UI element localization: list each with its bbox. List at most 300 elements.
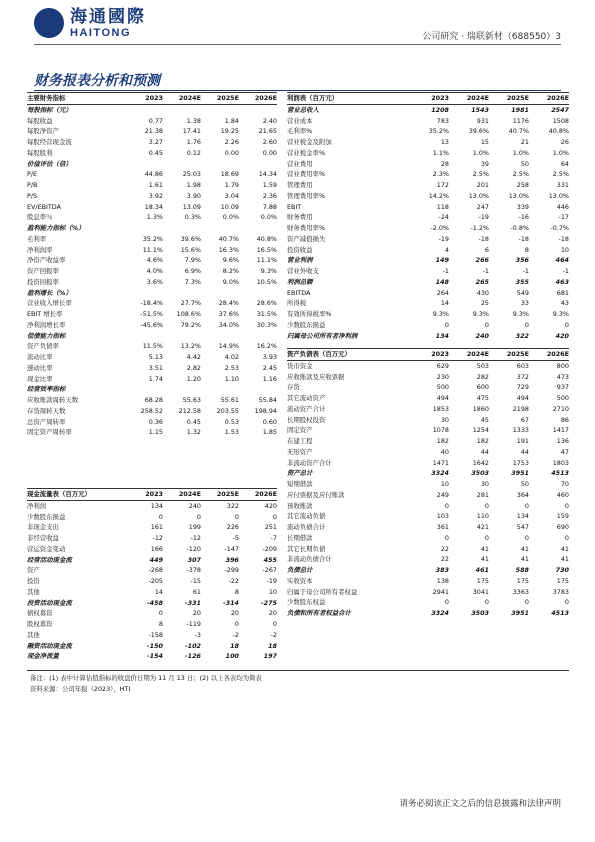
row-value: 800 bbox=[556, 361, 569, 370]
row-value: 2.5% bbox=[512, 170, 529, 179]
table-row bbox=[287, 309, 569, 320]
row-value: 264 bbox=[436, 288, 449, 297]
row-label: 营业利润 bbox=[287, 256, 313, 265]
row-value: 455 bbox=[263, 555, 277, 564]
row-value: 9.0% bbox=[222, 277, 239, 286]
row-value: 110 bbox=[476, 512, 489, 521]
table-row bbox=[27, 512, 277, 523]
row-value: 0 bbox=[444, 598, 449, 607]
row-value: 1860 bbox=[472, 404, 489, 413]
row-value: 16.2% bbox=[256, 342, 277, 351]
row-label: 非流动资产合计 bbox=[287, 458, 332, 467]
row-value: 39 bbox=[480, 159, 489, 168]
row-value: 3.27 bbox=[148, 138, 163, 146]
row-value: 13 bbox=[440, 138, 449, 146]
row-label: 负债和所有者权益合计 bbox=[287, 609, 351, 617]
row-value bbox=[201, 223, 239, 234]
row-value: 355 bbox=[515, 277, 529, 286]
row-label: 存货周转天数 bbox=[27, 406, 66, 415]
row-value: -12 bbox=[152, 534, 163, 542]
row-value: 161 bbox=[150, 523, 163, 532]
row-value: 8 bbox=[524, 245, 529, 254]
row-label: 每股指标（元） bbox=[27, 105, 72, 114]
table-row bbox=[27, 395, 277, 406]
row-value: 3951 bbox=[511, 469, 529, 478]
row-label: 应付票据及应付账款 bbox=[287, 490, 345, 499]
row-value: 70 bbox=[560, 480, 569, 488]
row-value: 494 bbox=[436, 394, 449, 402]
row-label: 其它流动负债 bbox=[287, 512, 326, 521]
row-value: 2.60 bbox=[262, 138, 277, 146]
row-label: 财务费用 bbox=[287, 213, 313, 222]
row-value: 1254 bbox=[472, 426, 489, 435]
row-label: 流动资产合计 bbox=[287, 404, 326, 413]
row-value: 50 bbox=[520, 159, 529, 168]
row-label: 盈利增长（%） bbox=[27, 288, 72, 297]
income-statement-table bbox=[287, 92, 569, 341]
row-value: 9.6% bbox=[222, 256, 239, 265]
table-row bbox=[287, 191, 569, 202]
row-value: 249 bbox=[436, 490, 449, 499]
row-value: 100 bbox=[225, 652, 239, 661]
row-value: 7.9% bbox=[184, 256, 201, 265]
row-label: 营业税金率% bbox=[287, 148, 326, 157]
row-value: 10.09 bbox=[220, 202, 239, 211]
section-title: 财务报表分析和预测 bbox=[34, 73, 160, 89]
row-value: 7.88 bbox=[262, 202, 277, 211]
row-value: 44 bbox=[480, 447, 489, 456]
row-label: 净利润 bbox=[27, 501, 47, 510]
row-value: 41 bbox=[560, 555, 569, 564]
row-value: 138 bbox=[436, 576, 449, 585]
row-value: 1078 bbox=[432, 426, 449, 435]
row-label: 归属于母公司所有者权益 bbox=[287, 587, 358, 596]
row-value: 1.32 bbox=[186, 428, 201, 437]
row-value: 40.7% bbox=[508, 127, 529, 136]
row-value: 2710 bbox=[552, 404, 569, 413]
row-value: 1.10 bbox=[224, 374, 239, 383]
row-value: 1.84 bbox=[224, 116, 239, 125]
table-row bbox=[27, 522, 277, 533]
row-value: 134 bbox=[435, 331, 449, 340]
row-value: 40 bbox=[440, 447, 449, 456]
table-row bbox=[287, 554, 569, 565]
row-value: 420 bbox=[555, 331, 569, 340]
table-row bbox=[287, 533, 569, 544]
row-label: 速动比率 bbox=[27, 363, 53, 372]
row-value: 11.1% bbox=[256, 256, 277, 265]
table-row bbox=[27, 298, 277, 309]
table-row bbox=[27, 427, 277, 438]
row-value: 1853 bbox=[432, 404, 449, 413]
row-value bbox=[201, 288, 239, 299]
row-value: 13.09 bbox=[182, 202, 201, 211]
row-label: 资产回报率 bbox=[27, 267, 59, 275]
row-label: 固定资产 bbox=[287, 426, 313, 435]
row-value: 159 bbox=[556, 512, 569, 521]
row-value: 27.7% bbox=[180, 299, 201, 308]
row-value: 1208 bbox=[431, 105, 449, 114]
row-value: -18 bbox=[478, 234, 489, 243]
year-header: 2026E bbox=[529, 93, 569, 105]
table-row bbox=[287, 360, 569, 371]
row-value: 3.92 bbox=[148, 191, 163, 200]
row-value: 10 bbox=[440, 480, 449, 488]
row-label: 其他 bbox=[27, 587, 40, 596]
row-value: 0.36 bbox=[148, 417, 163, 426]
table-row bbox=[27, 500, 277, 511]
row-value: 460 bbox=[556, 490, 569, 499]
row-value: 265 bbox=[475, 277, 489, 286]
row-value: 61 bbox=[192, 587, 201, 596]
row-value: 247 bbox=[476, 202, 489, 211]
row-value: 0 bbox=[564, 598, 569, 607]
row-label: 每股股利 bbox=[27, 148, 53, 157]
year-header: 2026E bbox=[239, 489, 277, 501]
table-row bbox=[287, 159, 569, 170]
table-row bbox=[27, 406, 277, 417]
row-label: EBIT 增长率 bbox=[27, 310, 63, 318]
row-value: 1.38 bbox=[186, 116, 201, 125]
row-value: 396 bbox=[225, 555, 239, 564]
row-value: 230 bbox=[436, 372, 449, 381]
row-value: 212.58 bbox=[178, 406, 201, 415]
table-row bbox=[27, 363, 277, 374]
row-value: 18 bbox=[268, 641, 277, 650]
year-header: 2023 bbox=[411, 93, 449, 105]
row-value: 18.34 bbox=[144, 202, 163, 211]
row-value: 0.77 bbox=[148, 116, 163, 125]
row-label: 固定资产周转率 bbox=[27, 428, 72, 437]
row-value: 547 bbox=[516, 523, 529, 531]
row-value: 108.6% bbox=[176, 310, 201, 318]
row-value: 9.3% bbox=[432, 310, 449, 318]
row-value bbox=[163, 223, 201, 234]
row-value: 30.3% bbox=[256, 320, 277, 329]
row-value: 14.2% bbox=[428, 191, 449, 200]
row-value: -1.2% bbox=[470, 224, 489, 232]
row-value: 1543 bbox=[471, 105, 489, 114]
row-value: 339 bbox=[516, 202, 529, 211]
row-value bbox=[127, 331, 163, 342]
year-header: 2023 bbox=[127, 93, 163, 105]
table-row bbox=[27, 202, 277, 213]
table-row bbox=[287, 501, 569, 512]
row-label: 营业税金及附加 bbox=[287, 138, 332, 146]
row-label: 每股收益 bbox=[27, 116, 53, 125]
row-label: EBIT bbox=[287, 202, 302, 211]
table-row bbox=[287, 169, 569, 180]
year-header: 2023 bbox=[411, 349, 449, 361]
row-value: -299 bbox=[224, 566, 239, 575]
row-value bbox=[127, 288, 163, 299]
row-value: 681 bbox=[556, 288, 569, 297]
row-value: 199 bbox=[188, 523, 201, 532]
table-row bbox=[287, 415, 569, 426]
row-value: 0.00 bbox=[224, 148, 239, 157]
row-value: 0 bbox=[444, 533, 449, 542]
row-value: 931 bbox=[476, 116, 489, 125]
table-row bbox=[27, 277, 277, 288]
row-value: -19 bbox=[438, 234, 449, 243]
row-label: 流动负债合计 bbox=[287, 523, 326, 531]
row-value: 45 bbox=[480, 415, 489, 424]
row-value: -120 bbox=[186, 544, 201, 553]
row-value: 9.3% bbox=[260, 267, 277, 275]
row-value: 3503 bbox=[471, 609, 489, 617]
table-row bbox=[287, 148, 569, 159]
row-value bbox=[201, 331, 239, 342]
row-value: 500 bbox=[436, 383, 449, 392]
row-value bbox=[239, 384, 277, 395]
year-header: 2024E bbox=[163, 93, 201, 105]
row-value: 28.4% bbox=[218, 299, 239, 308]
row-value: 0 bbox=[158, 512, 163, 521]
row-value: 3.51 bbox=[148, 363, 163, 372]
row-value: 1.98 bbox=[186, 181, 201, 189]
row-value: 2.40 bbox=[262, 116, 277, 125]
row-value: -2 bbox=[232, 630, 239, 639]
table-row bbox=[27, 116, 277, 127]
row-value: 22 bbox=[440, 555, 449, 564]
row-value: 0 bbox=[484, 501, 489, 510]
table-row bbox=[287, 277, 569, 288]
header-divider bbox=[34, 44, 561, 45]
section-divider bbox=[34, 90, 561, 91]
row-value: -126 bbox=[185, 652, 201, 661]
table-row bbox=[287, 522, 569, 533]
row-value: 0 bbox=[196, 512, 201, 521]
row-value: 68.28 bbox=[144, 396, 163, 404]
row-value: -19 bbox=[266, 577, 277, 585]
table-row bbox=[287, 511, 569, 522]
table-row bbox=[27, 320, 277, 331]
row-value: 10 bbox=[268, 587, 277, 596]
row-value: 37.6% bbox=[218, 310, 239, 318]
row-label: P/B bbox=[27, 181, 38, 189]
row-label: 债权募资 bbox=[27, 609, 53, 618]
row-label: 财务费用率% bbox=[287, 224, 326, 232]
row-value: 30 bbox=[480, 480, 489, 488]
row-label: 经营活动现金流 bbox=[27, 555, 72, 564]
row-value: 4.42 bbox=[186, 353, 201, 361]
row-value: -331 bbox=[185, 598, 201, 607]
table-row bbox=[287, 331, 569, 342]
row-label: 非经营收益 bbox=[27, 534, 59, 542]
row-label: 投资 bbox=[27, 577, 40, 585]
table-row bbox=[287, 372, 569, 383]
row-value: 22 bbox=[440, 544, 449, 553]
row-value: -12 bbox=[190, 534, 201, 542]
table-row bbox=[27, 608, 277, 619]
row-value: 0 bbox=[444, 501, 449, 510]
row-value: 282 bbox=[476, 372, 489, 381]
row-value: 0.0% bbox=[222, 213, 239, 222]
row-value: -3 bbox=[194, 630, 201, 639]
table-row bbox=[287, 180, 569, 191]
row-value: 11.5% bbox=[142, 342, 163, 351]
row-value: 9.3% bbox=[472, 310, 489, 318]
row-value: 39.6% bbox=[468, 127, 489, 136]
table-row bbox=[27, 417, 277, 428]
row-value: 475 bbox=[476, 394, 489, 402]
row-label: 现金比率 bbox=[27, 374, 53, 383]
row-value: 3324 bbox=[431, 469, 449, 478]
row-value: 0 bbox=[444, 320, 449, 329]
table-row bbox=[287, 436, 569, 447]
row-value: -17 bbox=[558, 213, 569, 222]
table-row bbox=[287, 255, 569, 266]
row-value: 3.04 bbox=[224, 191, 239, 200]
table-row bbox=[287, 126, 569, 137]
row-value: 64 bbox=[560, 159, 569, 168]
row-value: -19 bbox=[478, 213, 489, 222]
row-label: 应收账款及应收票据 bbox=[287, 372, 345, 381]
row-value: 251 bbox=[264, 523, 277, 532]
row-label: 长期股权投资 bbox=[287, 415, 326, 424]
row-value: 3.93 bbox=[262, 353, 277, 361]
table-row bbox=[287, 565, 569, 576]
row-value: 134 bbox=[516, 512, 529, 521]
table-row bbox=[287, 234, 569, 245]
row-value: 28.6% bbox=[256, 299, 277, 308]
row-label: 毛利率% bbox=[287, 127, 313, 136]
row-value: 2.45 bbox=[262, 363, 277, 372]
row-value: 8.2% bbox=[222, 267, 239, 275]
row-value: 473 bbox=[556, 372, 569, 381]
row-value: 16.3% bbox=[218, 245, 239, 254]
row-value: 9.3% bbox=[512, 310, 529, 318]
table-row bbox=[27, 180, 277, 191]
haitong-logo bbox=[34, 8, 164, 40]
row-value: 0 bbox=[234, 512, 239, 521]
row-value: 629 bbox=[436, 361, 449, 370]
row-value: 0 bbox=[484, 598, 489, 607]
table-header-row bbox=[287, 93, 569, 105]
row-label: 所得税 bbox=[287, 299, 307, 308]
row-value: -24 bbox=[438, 213, 449, 222]
table-row bbox=[287, 212, 569, 223]
row-value: 430 bbox=[476, 288, 489, 297]
row-value: 372 bbox=[516, 372, 529, 381]
table-row bbox=[27, 126, 277, 137]
table-row bbox=[287, 458, 569, 469]
row-value: 67 bbox=[520, 415, 529, 424]
row-value: 1.53 bbox=[224, 428, 239, 437]
row-value: -45.6% bbox=[140, 320, 163, 329]
row-value: 197 bbox=[263, 652, 277, 661]
row-value: 136 bbox=[556, 437, 569, 445]
row-value: 79.2% bbox=[180, 320, 201, 329]
table-row bbox=[27, 598, 277, 609]
row-value bbox=[163, 159, 201, 170]
row-value: 0.0% bbox=[260, 213, 277, 222]
row-value: 20 bbox=[230, 609, 239, 618]
row-label: 每股经营现金流 bbox=[27, 138, 72, 146]
row-value: 1.3% bbox=[146, 213, 163, 222]
table-row bbox=[27, 544, 277, 555]
row-value: 1.74 bbox=[148, 374, 163, 383]
table-row bbox=[27, 587, 277, 598]
row-value: 322 bbox=[226, 501, 239, 510]
row-value: -147 bbox=[224, 544, 239, 553]
table-row bbox=[27, 255, 277, 266]
row-value: -158 bbox=[148, 630, 163, 639]
table-title: 现金流量表（百万元） bbox=[27, 489, 127, 501]
row-value: 175 bbox=[556, 576, 569, 585]
row-value: 1803 bbox=[552, 458, 569, 467]
row-value: 0 bbox=[524, 320, 529, 329]
row-value: 0.53 bbox=[224, 417, 239, 426]
row-value: 175 bbox=[476, 576, 489, 585]
row-value: 7.3% bbox=[184, 277, 201, 286]
row-value: 0 bbox=[564, 320, 569, 329]
row-label: 有效所得税率% bbox=[287, 310, 332, 318]
row-value: 16.5% bbox=[256, 245, 277, 254]
row-label: 其它长期负债 bbox=[287, 544, 326, 553]
year-header: 2024E bbox=[449, 93, 489, 105]
row-value: 307 bbox=[187, 555, 201, 564]
row-value: -119 bbox=[186, 620, 201, 628]
table-row bbox=[27, 533, 277, 544]
row-label: 在建工程 bbox=[287, 437, 313, 445]
row-label: 管理费用率% bbox=[287, 191, 326, 200]
table-row bbox=[27, 331, 277, 342]
row-value: 600 bbox=[476, 383, 489, 392]
row-value: 191 bbox=[516, 437, 529, 445]
row-value: 937 bbox=[556, 383, 569, 392]
row-value: 464 bbox=[555, 256, 569, 265]
row-value: 361 bbox=[436, 523, 449, 531]
row-value: 28 bbox=[440, 159, 449, 168]
logo-text-en: HAITONG bbox=[70, 27, 132, 39]
row-value: 446 bbox=[556, 202, 569, 211]
row-value bbox=[239, 104, 277, 115]
table-row bbox=[27, 159, 277, 170]
row-value: 17.41 bbox=[182, 127, 201, 136]
row-label: 现金净流量 bbox=[27, 652, 59, 661]
row-label: 价值评估（倍） bbox=[27, 159, 72, 168]
row-label: 无形资产 bbox=[287, 447, 313, 456]
table-row bbox=[27, 309, 277, 320]
row-value: 4513 bbox=[551, 469, 569, 478]
row-value: 2.53 bbox=[224, 363, 239, 372]
table-row bbox=[27, 288, 277, 299]
row-value: 55.63 bbox=[182, 396, 201, 404]
row-value bbox=[163, 104, 201, 115]
row-value: 25 bbox=[480, 299, 489, 308]
row-value: 25.03 bbox=[182, 170, 201, 179]
year-header: 2025E bbox=[201, 93, 239, 105]
row-value: 21.65 bbox=[258, 127, 277, 136]
row-value: 182 bbox=[476, 437, 489, 445]
row-value: 9.3% bbox=[552, 310, 569, 318]
year-header: 2024E bbox=[449, 349, 489, 361]
row-label: 少数股东损益 bbox=[287, 320, 326, 329]
row-value: 4 bbox=[444, 245, 449, 254]
row-value: 13.0% bbox=[508, 191, 529, 200]
balance-sheet-table bbox=[287, 348, 569, 619]
row-value: 41 bbox=[520, 555, 529, 564]
row-value: 4.02 bbox=[224, 353, 239, 361]
row-value: 13.0% bbox=[548, 191, 569, 200]
row-value: 198.94 bbox=[254, 406, 277, 415]
table-row bbox=[27, 191, 277, 202]
row-value: 2.3% bbox=[432, 170, 449, 179]
row-label: 短期借款 bbox=[287, 480, 313, 488]
table-row bbox=[27, 223, 277, 234]
table-row bbox=[287, 245, 569, 256]
